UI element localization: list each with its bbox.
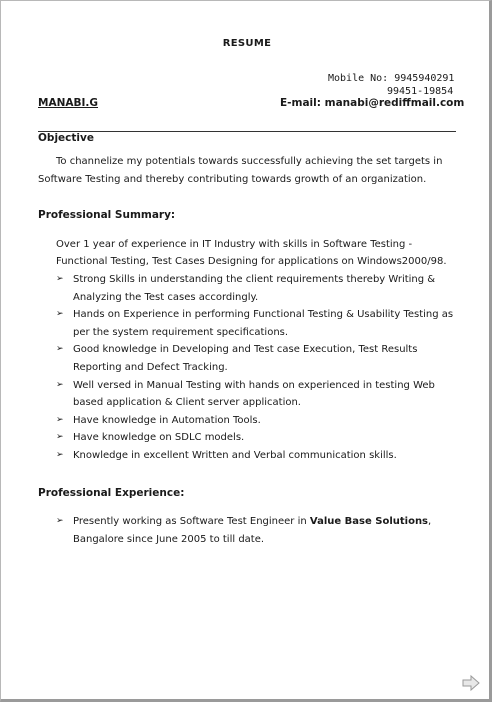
document-title: RESUME [222,38,272,49]
list-item: ➢ Have knowledge on SDLC models. [56,429,456,447]
candidate-name: MANABI.G [38,97,99,109]
list-item: ➢ Have knowledge in Automation Tools. [56,412,456,430]
email-address: manabi@rediffmail.com [324,97,465,109]
arrowhead-bullet-icon: ➢ [56,274,64,284]
arrowhead-bullet-icon: ➢ [56,379,64,390]
summary-list [56,271,456,465]
summary-heading: Professional Summary: [38,209,176,221]
objective-heading: Objective [38,132,94,144]
objective-line-2: Software Testing and thereby contributing towards growth of an organization. [38,174,427,185]
list-item: ➢ Good knowledge in Developing and Test case Execution, Test Results Reporting and Defect Tracking. [56,341,456,376]
list-item: ➢ Knowledge in excellent Written and Verbal communication skills. [56,447,456,465]
objective-line-1: To channelize my potentials towards successfully achieving the set targets in [56,156,443,167]
list-item: ➢ Presently working as Software Test Engineer in Value Base Solutions, Bangalore since June 2005 to till date. [56,513,456,548]
arrowhead-bullet-icon: ➢ [56,432,64,443]
header-divider [38,131,456,132]
next-page-arrow-icon[interactable] [461,674,481,692]
experience-list [56,513,456,548]
email-label: E-mail: [280,97,321,109]
mobile-label: Mobile No: [328,73,389,84]
summary-intro-line-2: Functional Testing, Test Cases Designing for applications on Windows2000/98. [56,256,447,267]
arrowhead-bullet-icon: ➢ [56,449,64,460]
arrowhead-bullet-icon: ➢ [56,309,64,320]
arrowhead-bullet-icon: ➢ [56,344,64,355]
company-name: Value Base Solutions [309,516,429,527]
arrowhead-bullet-icon: ➢ [56,414,64,425]
list-item: ➢ Well versed in Manual Testing with hands on experienced in testing Web based application & Client server application. [56,377,456,412]
mobile-line-1 [328,73,454,84]
email-line [280,97,464,109]
summary-intro-line-1: Over 1 year of experience in IT Industry with skills in Software Testing - [56,239,413,250]
experience-heading: Professional Experience: [38,487,185,499]
mobile-number-1: 9945940291 [394,73,455,84]
list-item: ➢ Strong Skills in understanding the client requirements thereby Writing & Analyzing the Test cases accordingly. [56,271,456,306]
list-item: ➢ Hands on Experience in performing Functional Testing & Usability Testing as per the system requirement specifications. [56,306,456,341]
mobile-number-2: 99451-19854 [387,86,454,97]
arrowhead-bullet-icon: ➢ [56,516,64,526]
